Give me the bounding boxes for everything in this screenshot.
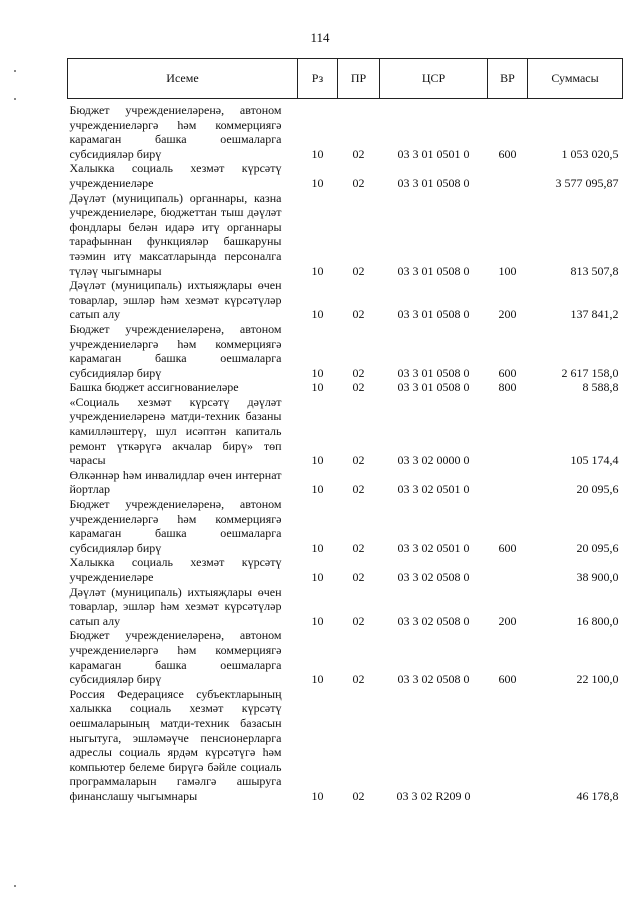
row-name: Өлкәннәр һәм инвалидлар өчен интернат йортлар [69,467,282,497]
row-rz: 10 [311,380,324,395]
row-sum: 22 100,0 [576,672,619,687]
table-row [68,687,623,804]
row-name: Башка бюджет ассигнованиеләре [69,380,239,395]
row-csr: 03 3 02 0501 0 [397,540,470,555]
row-pr: 02 [352,788,365,803]
table-row [68,191,623,279]
row-sum: 8 588,8 [582,380,619,395]
row-vr [488,555,528,584]
table-row [68,103,623,161]
margin-mark [14,98,16,100]
row-pr: 02 [352,570,365,584]
row-vr: 600 [498,365,517,380]
table-row [68,555,623,584]
row-csr: 03 3 01 0508 0 [397,175,470,190]
row-sum: 16 800,0 [576,613,619,628]
page-number: 114 [310,30,330,45]
row-sum: 137 841,2 [570,307,619,322]
row-csr: 03 3 02 0508 0 [397,570,470,584]
row-csr: 03 3 01 0501 0 [397,146,470,161]
row-sum: 2 617 158,0 [561,365,619,380]
margin-mark [14,70,16,72]
row-csr: 03 3 02 0508 0 [397,613,470,628]
table-row [68,497,623,555]
row-rz: 10 [311,307,324,322]
row-rz: 10 [311,453,324,468]
row-vr: 600 [498,672,517,687]
row-sum: 20 095,6 [576,540,619,555]
row-vr: 200 [498,307,517,322]
table-row [68,380,623,395]
row-sum: 105 174,4 [570,453,619,468]
row-csr: 03 3 02 R209 0 [396,788,471,803]
row-rz: 10 [311,263,324,278]
row-sum: 20 095,6 [576,482,619,497]
row-sum: 38 900,0 [576,570,619,584]
row-pr: 02 [352,672,365,687]
table-row [68,585,623,629]
row-csr: 03 3 01 0508 0 [397,307,470,322]
row-vr: 800 [498,380,517,395]
row-name: Россия Федерациясе субъектларының халыкка социаль хезмәт күрсәтү оешмаларының матди-техник базасын ныгытуга, эшләмәүче пенсионерларга адреслы социаль ярдәм күрсәтүгә һәм компьютер белеме бирүгә бәйле социаль программаларын гамәлгә ашыруга финанслашу чыгымнары [69,686,282,803]
row-csr: 03 3 02 0508 0 [397,672,470,687]
table-row [68,628,623,686]
row-name: «Социаль хезмәт күрсәтү дәүләт учреждениеләренә матди-техник базаны камилләштерү, шул исәптән капиталь ремонт үткәрүгә акчалар бирү» төп чарасы [69,394,282,468]
row-name: Бюджет учреждениеләренә, автоном учреждениеләргә һәм коммерциягә карамаган башка оешмаларга субсидияләр бирү [69,628,282,687]
row-sum: 46 178,8 [576,788,619,803]
row-rz: 10 [311,482,324,497]
row-csr: 03 3 01 0508 0 [397,263,470,278]
row-pr: 02 [352,146,365,161]
row-rz: 10 [311,570,324,584]
row-pr: 02 [352,482,365,497]
table-row [68,161,623,190]
row-pr: 02 [352,175,365,190]
header-rz: Рз [298,59,338,99]
row-vr: 200 [498,613,517,628]
row-pr: 02 [352,380,365,395]
header-pr: ПР [338,59,380,99]
budget-table [67,58,623,804]
table-row [68,468,623,497]
row-csr: 03 3 01 0508 0 [397,380,470,395]
row-rz: 10 [311,672,324,687]
row-pr: 02 [352,365,365,380]
row-name: Дәүләт (муниципаль) ихтыяҗлары өчен товарлар, эшләр һәм хезмәт күрсәтүләр сатып алу [69,584,282,628]
row-rz: 10 [311,788,324,803]
row-sum: 813 507,8 [570,263,619,278]
row-name: Бюджет учреждениеләренә, автоном учреждениеләргә һәм коммерциягә карамаган башка оешмаларга субсидияләр бирү [69,497,282,555]
row-name: Дәүләт (муниципаль) органнары, казна учреждениеләре, бюджеттан тыш дәүләт фондлары белән идарә итү органнары тарафыннан функцияләр башкаруны тәэмин итү максатларында персоналга түләү чыгымнары [69,190,282,278]
row-vr [488,395,528,468]
margin-mark [14,885,16,887]
row-pr: 02 [352,540,365,555]
row-csr: 03 3 02 0501 0 [397,482,470,497]
row-name: Бюджет учреждениеләренә, автоном учреждениеләргә һәм коммерциягә карамаган башка оешмаларга субсидияләр бирү [69,103,282,161]
row-name: Халыкка социаль хезмәт күрсәтү учреждениеләре [69,161,282,190]
row-vr [488,468,528,497]
row-sum: 1 053 020,5 [561,146,619,161]
row-vr: 600 [498,146,517,161]
table-row [68,322,623,380]
row-rz: 10 [311,540,324,555]
row-vr [488,161,528,190]
row-pr: 02 [352,453,365,468]
row-vr [488,687,528,804]
row-csr: 03 3 02 0000 0 [397,453,470,468]
header-csr: ЦСР [380,59,488,99]
table-header-row [68,59,623,99]
row-rz: 10 [311,175,324,190]
table-row [68,395,623,468]
header-vr: ВР [488,59,528,99]
row-name: Халыкка социаль хезмәт күрсәтү учреждениеләре [69,555,282,584]
row-rz: 10 [311,146,324,161]
row-name: Бюджет учреждениеләренә, автоном учреждениеләргә һәм коммерциягә карамаган башка оешмаларга субсидияләр бирү [69,321,282,380]
row-pr: 02 [352,307,365,322]
row-rz: 10 [311,365,324,380]
header-name: Исеме [68,59,298,99]
row-rz: 10 [311,613,324,628]
row-csr: 03 3 01 0508 0 [397,365,470,380]
row-pr: 02 [352,613,365,628]
row-pr: 02 [352,263,365,278]
table-row [68,278,623,322]
header-sum: Суммасы [528,59,623,99]
row-name: Дәүләт (муниципаль) ихтыяҗлары өчен товарлар, эшләр һәм хезмәт күрсәтүләр сатып алу [69,278,282,322]
row-vr: 100 [498,263,517,278]
row-sum: 3 577 095,87 [555,175,619,190]
row-vr: 600 [498,540,517,555]
